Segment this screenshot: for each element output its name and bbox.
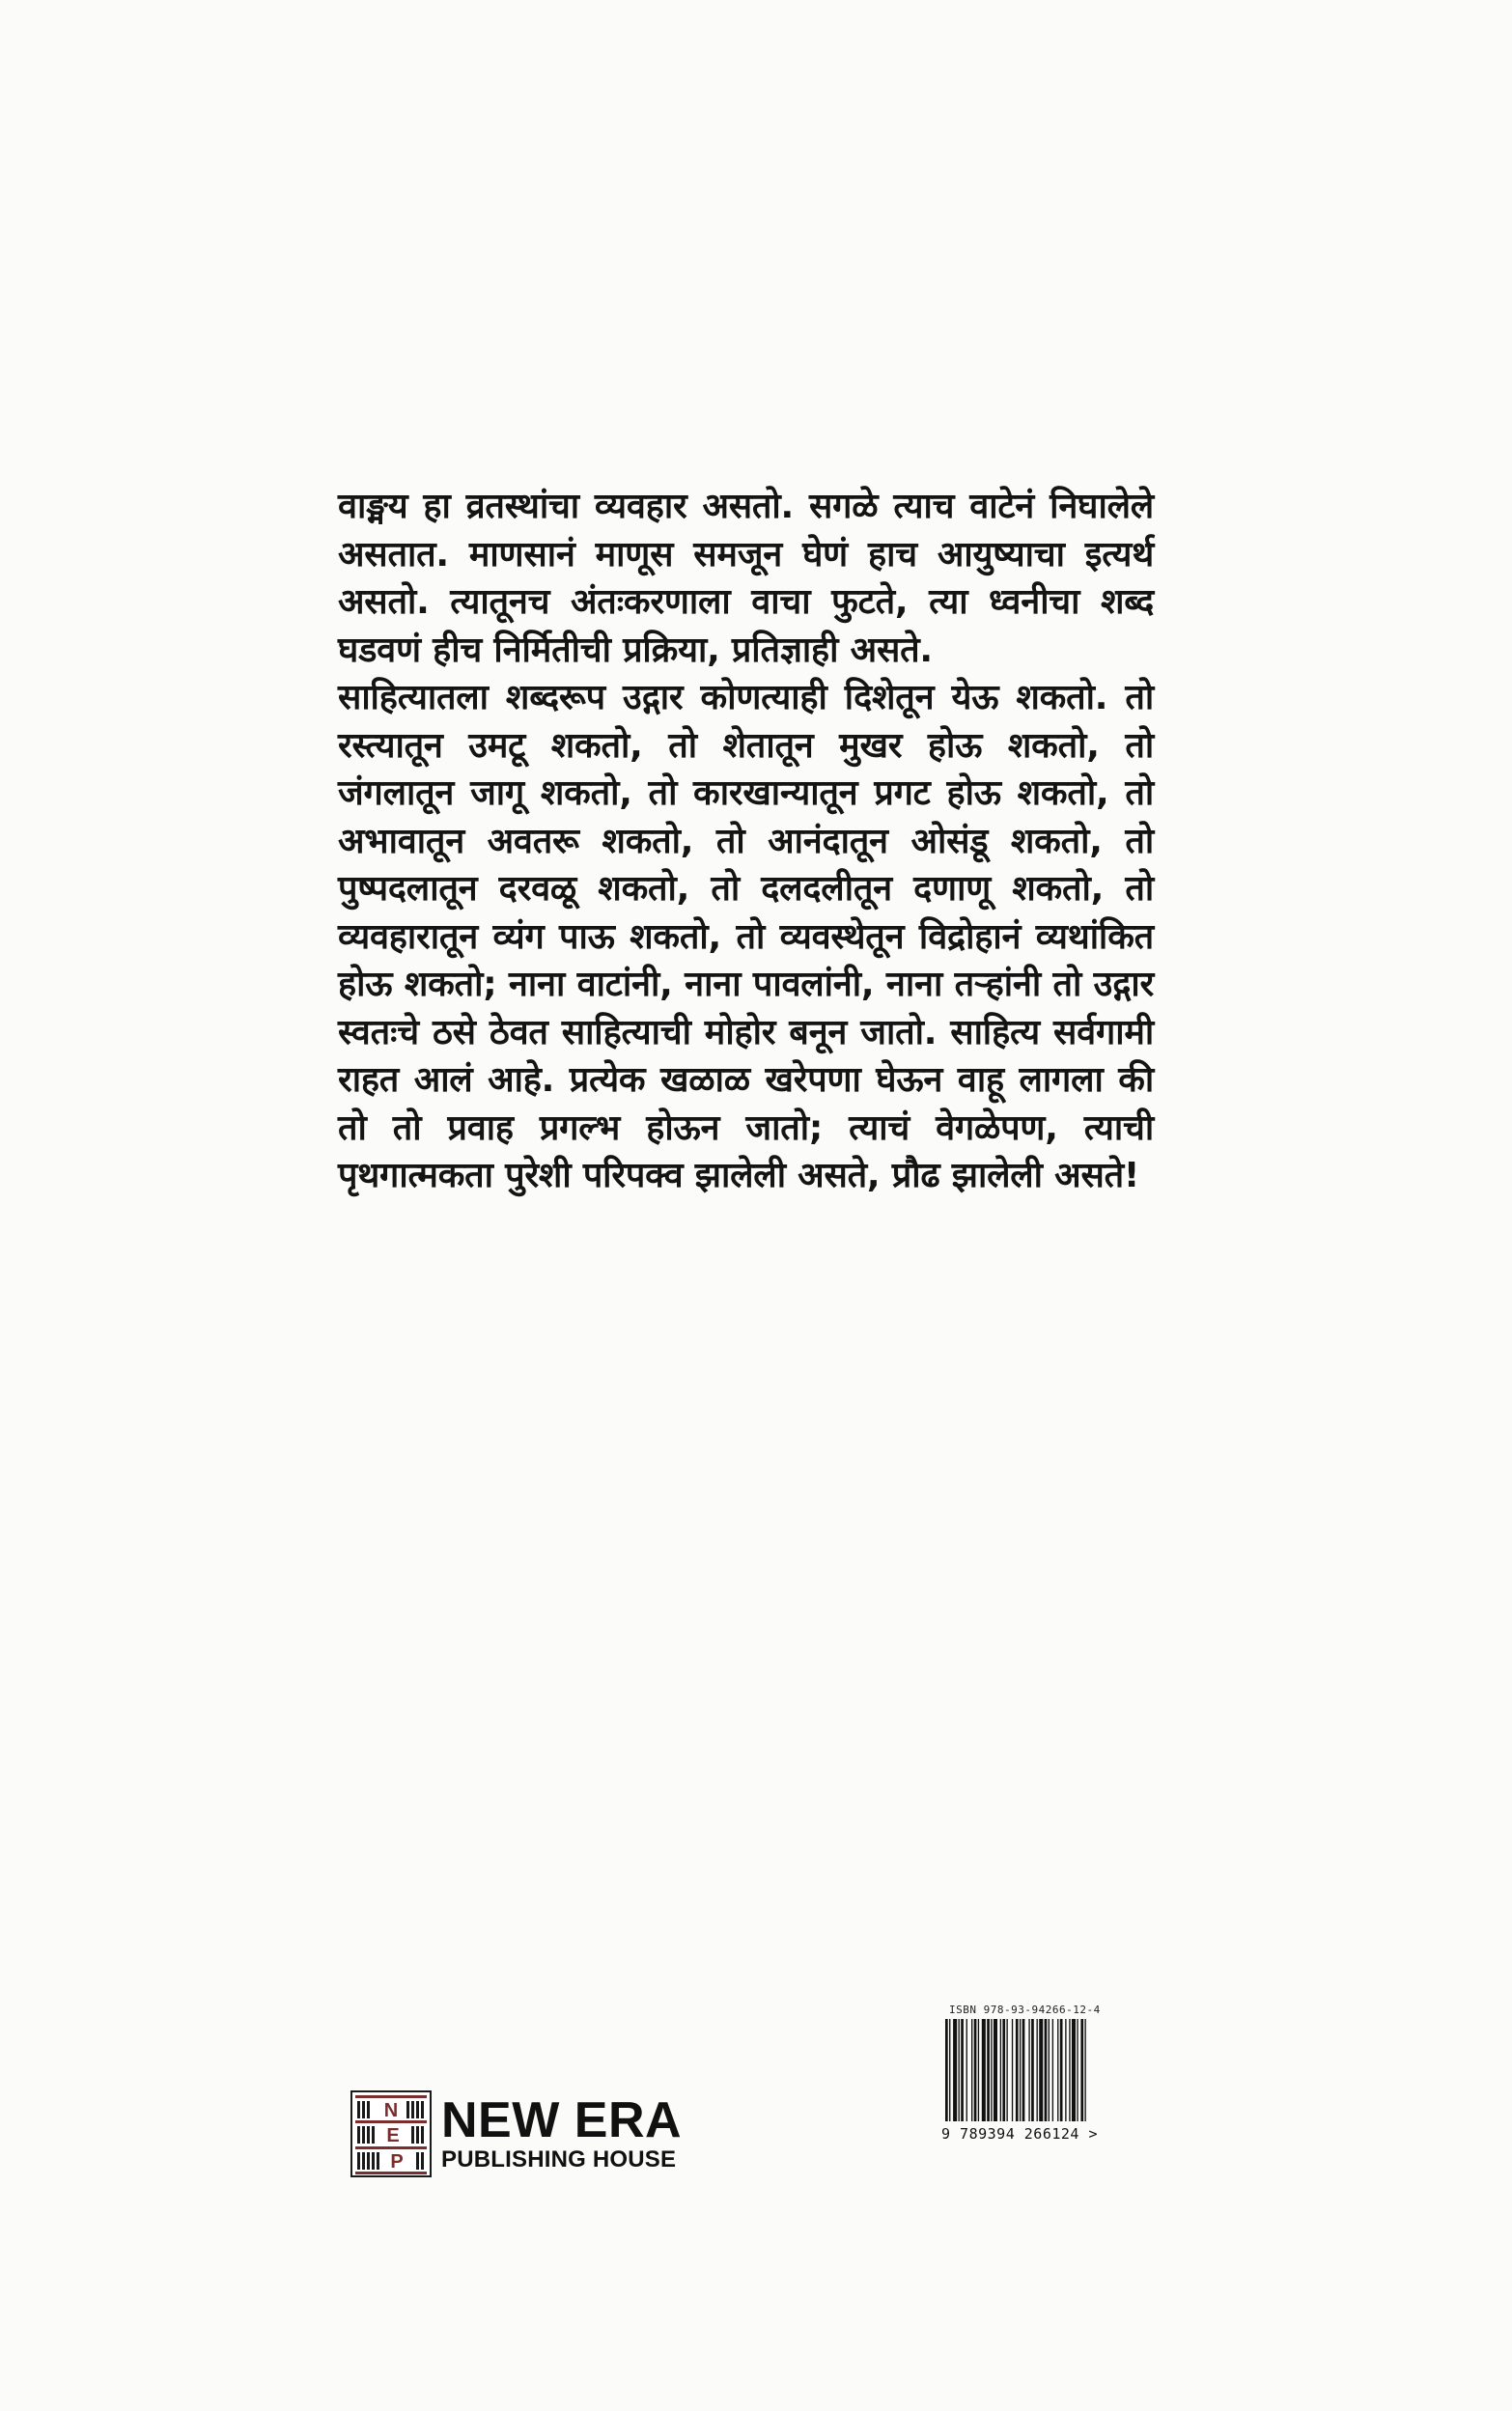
barcode-bar bbox=[945, 2019, 948, 2121]
barcode-bar bbox=[1039, 2019, 1043, 2121]
barcode-bar bbox=[1084, 2019, 1085, 2121]
barcode-bar bbox=[971, 2019, 972, 2121]
publisher-name bbox=[441, 2094, 682, 2173]
barcode-bar bbox=[1052, 2019, 1053, 2121]
logo-letter-p: P bbox=[390, 2151, 404, 2173]
barcode-bar bbox=[961, 2019, 964, 2121]
logo-letter-e: E bbox=[386, 2125, 400, 2146]
barcode-bar bbox=[1020, 2019, 1021, 2121]
barcode-bar bbox=[1069, 2019, 1070, 2121]
barcode-bar bbox=[1012, 2019, 1013, 2121]
barcode-bar bbox=[1000, 2019, 1001, 2121]
barcode-bar bbox=[1072, 2019, 1076, 2121]
barcode-bar bbox=[1060, 2019, 1063, 2121]
back-cover-blurb bbox=[338, 483, 1154, 1200]
barcode-bar bbox=[959, 2019, 960, 2121]
barcode-bar bbox=[994, 2019, 997, 2121]
barcode-bar bbox=[953, 2019, 957, 2121]
ean-number: 9 789394 266124 > bbox=[941, 2125, 1099, 2143]
barcode-bar bbox=[1049, 2019, 1050, 2121]
barcode-bar bbox=[949, 2019, 950, 2121]
barcode-bar bbox=[991, 2019, 992, 2121]
isbn-label: ISBN 978-93-94266-12-4 bbox=[949, 2004, 1101, 2016]
barcode-bar bbox=[1080, 2019, 1083, 2121]
barcode-bar bbox=[978, 2019, 979, 2121]
barcode-bar bbox=[1016, 2019, 1019, 2121]
barcode-bar bbox=[966, 2019, 967, 2121]
publisher-logo bbox=[350, 2089, 682, 2178]
blurb-paragraph-2: साहित्यातला शब्दरूप उद्गार कोणत्याही दिशेतून येऊ शकतो. तो रस्त्यातून उमटू शकतो, तो शेतातून मुखर होऊ शकतो, तो जंगलातून जागू शकतो, तो कारखान्यातून प्रगट होऊ शकतो, तो अभावातून अवतरू शकतो, तो आनंदातून ओसंडू शकतो, तो पुष्पदलातून दरवळू शकतो, तो दलदलीतून दणाणू शकतो, तो व्यवहारातून व्यंग पाऊ शकतो, तो व्यवस्थेतून विद्रोहानं व्यथांकित होऊ शकतो; नाना वाटांनी, नाना पावलांनी, नाना तऱ्हांनी तो उद्गार स्वतःचे ठसे ठेवत साहित्याची मोहोर बनून जातो. साहित्य सर्वगामी राहत आलं आहे. प्रत्येक खळाळ खरेपणा घेऊन वाहू लागला की तो तो प्रवाह प्रगल्भ होऊन जातो; त्याचं वेगळेपण, त्याची पृथगात्मकता पुरेशी परिपक्व झालेली असते, प्रौढ झालेली असते! bbox=[338, 678, 1154, 1195]
blurb-paragraph-1: वाङ्मय हा व्रतस्थांचा व्यवहार असतो. सगळे त्याच वाटेनं निघालेले असतात. माणसानं माणूस समजून घेणं हाच आयुष्याचा इत्यर्थ असतो. त्यातूनच अंतःकरणाला वाचा फुटते, त्या ध्वनीचा शब्द घडवणं हीच निर्मितीची प्रक्रिया, प्रतिज्ञाही असते. bbox=[338, 487, 1154, 670]
barcode-bar bbox=[1028, 2019, 1029, 2121]
publisher-name-line2: PUBLISHING HOUSE bbox=[441, 2146, 677, 2173]
barcode-bar bbox=[1057, 2019, 1058, 2121]
publisher-logo-icon bbox=[350, 2090, 432, 2177]
isbn-barcode bbox=[941, 2004, 1144, 2143]
barcode-bar bbox=[1002, 2019, 1005, 2121]
barcode-bar bbox=[982, 2019, 986, 2121]
barcode-bar bbox=[987, 2019, 990, 2121]
barcode-bar bbox=[1031, 2019, 1034, 2121]
barcode-bar bbox=[1045, 2019, 1048, 2121]
barcode-bar bbox=[1022, 2019, 1025, 2121]
barcode-bars bbox=[941, 2019, 1134, 2123]
barcode-bar bbox=[1065, 2019, 1066, 2121]
barcode-bar bbox=[974, 2019, 977, 2121]
publisher-name-line1: NEW ERA bbox=[441, 2092, 683, 2148]
barcode-bar bbox=[1077, 2019, 1078, 2121]
logo-letter-n: N bbox=[383, 2100, 399, 2121]
barcode-bar bbox=[1037, 2019, 1038, 2121]
barcode-bar bbox=[1006, 2019, 1007, 2121]
